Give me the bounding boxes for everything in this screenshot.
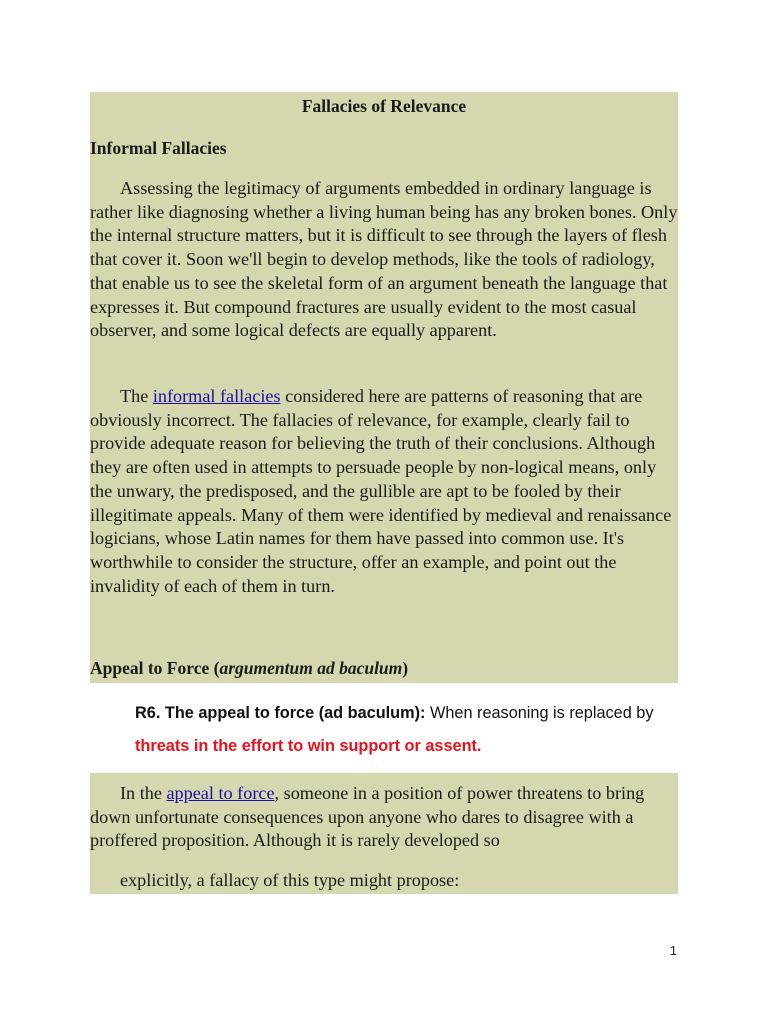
rule-label: R6	[135, 704, 156, 722]
paragraph-rest: considered here are patterns of reasoning that are obviously incorrect. The fallacies of relevance, for example, clearly fail to provide adequate reason for believing the truth of their conclusions. Although they are often used in attempts to persuade people by non-logical means, only the unwary, the predisposed, and the gullible are apt to be fooled by their illegitimate appeals. Many of them were identified by medieval and renaissance logicians, whose Latin names for them have passed into common use. It's worthwhile to consider the structure, offer an example, and point out the invalidity of each of them in turn.	[90, 386, 672, 596]
page-number: 1	[669, 943, 677, 958]
rule-r6	[135, 697, 695, 763]
rule-text: When reasoning is replaced by	[425, 704, 654, 722]
paragraph-lead: In the	[120, 783, 167, 803]
paragraph-explicitly: explicitly, a fallacy of this type might propose:	[120, 870, 460, 890]
appeal-to-force-link[interactable]: appeal to force	[166, 783, 275, 803]
subheading-latin: argumentum ad baculum	[219, 658, 403, 678]
paragraph-informal-fallacies	[90, 385, 678, 598]
rule-dot: .	[155, 704, 165, 722]
paragraph-rest: , someone in a position of power threatens to bring down unfortunate consequences upon anyone who dares to disagree with a proffered proposition. Although it is rarely developed so	[90, 783, 645, 851]
subheading-tail: )	[402, 658, 409, 678]
subheading-appeal-to-force	[90, 657, 678, 681]
rule-name: The appeal to force (ad baculum):	[164, 704, 426, 722]
main-text-block	[90, 92, 678, 683]
appeal-to-force-block	[90, 773, 678, 894]
paragraph-appeal-to-force	[90, 782, 678, 853]
subheading-lead: Appeal to Force (	[90, 658, 220, 678]
page-title: Fallacies of Relevance	[301, 96, 467, 116]
subheading-informal-fallacies: Informal Fallacies	[90, 138, 227, 158]
paragraph-lead: The	[120, 386, 153, 406]
rule-red-text: threats in the effort to win support or assent.	[135, 737, 482, 755]
informal-fallacies-link[interactable]: informal fallacies	[152, 386, 281, 406]
paragraph-intro: Assessing the legitimacy of arguments embedded in ordinary language is rather like diagnosing whether a living human being has any broken bones. Only the internal structure matters, but it is difficult to see through the layers of flesh that cover it. Soon we'll begin to develop methods, like the tools of radiology, that enable us to see the skeletal form of an argument beneath the language that expresses it. But compound fractures are usually evident to the most casual observer, and some logical defects are equally apparent.	[90, 178, 678, 341]
